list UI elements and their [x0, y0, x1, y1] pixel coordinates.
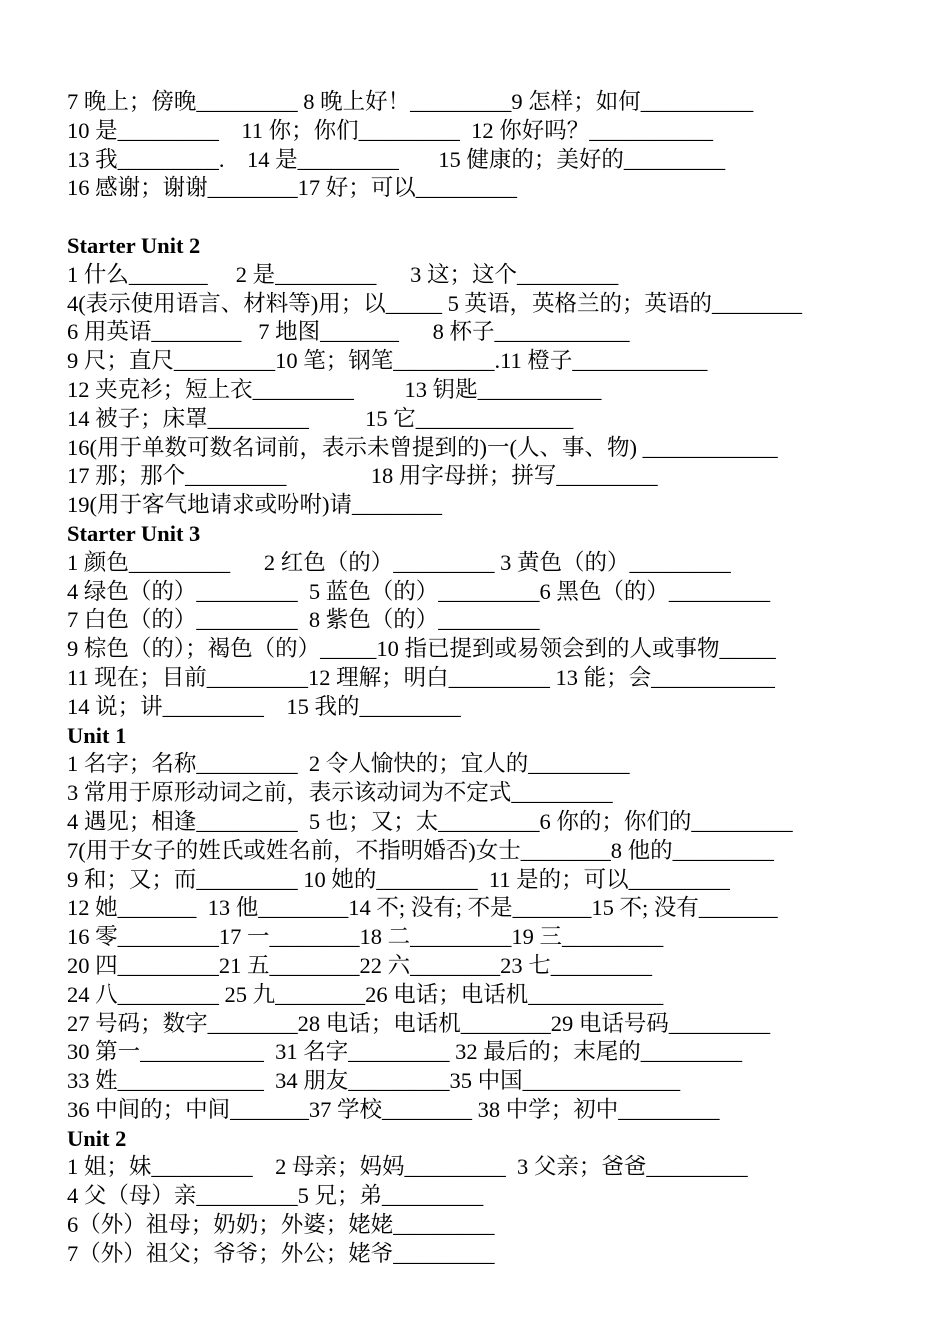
vocab-line: 7(用于女子的姓氏或姓名前，不指明婚否)女士________8 他的_________: [67, 837, 774, 863]
vocab-line: 9 和；又；而_________ 10 她的_________ 11 是的；可以_________: [67, 866, 730, 892]
vocab-line: 6（外）祖母；奶奶；外婆；姥姥_________: [67, 1212, 495, 1238]
intro-block: [67, 88, 890, 203]
vocab-line: 27 号码；数字________28 电话；电话机________29 电话号码_________: [67, 1010, 771, 1036]
vocab-line: 9 棕色（的）；褐色（的）_____10 指已提到或易领会到的人或事物_____: [67, 636, 776, 662]
vocab-line: 13 我_________. 14 是_________ 15 健康的；美好的_________: [67, 146, 726, 172]
section-unit-2: [67, 1125, 890, 1269]
vocab-line: 11 现在；目前_________12 理解；明白_________ 13 能；会___________: [67, 664, 775, 690]
vocab-line: 14 被子；床罩_________ 15 它______________: [67, 405, 574, 431]
vocab-line: 10 是_________ 11 你；你们_________ 12 你好吗？___________: [67, 117, 714, 143]
vocab-line: 1 姐；妹_________ 2 母亲；妈妈_________ 3 父亲；爸爸_________: [67, 1154, 748, 1180]
vocab-line: 14 说；讲_________ 15 我的_________: [67, 693, 461, 719]
vocab-line: 4 父（母）亲_________5 兄；弟_________: [67, 1183, 484, 1209]
spacer: [67, 203, 890, 232]
vocab-line: 12 夹克衫；短上衣_________ 13 钥匙___________: [67, 376, 602, 402]
section-starter-unit-3: [67, 520, 890, 722]
section-starter-unit-2: [67, 232, 890, 520]
vocab-line: 4(表示使用语言、材料等)用；以_____ 5 英语，英格兰的；英语的________: [67, 290, 802, 316]
vocab-line: 7 晚上；傍晚_________ 8 晚上好！_________9 怎样；如何__________: [67, 89, 754, 114]
vocab-line: 33 姓_____________ 34 朋友_________35 中国______________: [67, 1068, 681, 1094]
section-heading: Starter Unit 3: [67, 520, 201, 546]
section-heading: Unit 2: [67, 1125, 127, 1151]
vocab-line: 16 零_________17 一________18 二_________19 三_________: [67, 924, 664, 950]
vocab-line: 1 名字；名称_________ 2 令人愉快的；宜人的_________: [67, 751, 630, 777]
vocab-line: 30 第一___________ 31 名字_________ 32 最后的；末尾的_________: [67, 1039, 743, 1065]
vocab-line: 19(用于客气地请求或吩咐)请________: [67, 492, 442, 518]
vocab-line: 1 什么_______ 2 是_________ 3 这；这个_________: [67, 261, 619, 287]
vocab-line: 12 她_______ 13 他________14 不; 没有; 不是_______15 不; 没有_______: [67, 895, 778, 921]
section-heading: Starter Unit 2: [67, 232, 201, 258]
vocab-line: 3 常用于原形动词之前，表示该动词为不定式_________: [67, 780, 613, 806]
vocab-line: 1 颜色_________ 2 红色（的）_________ 3 黄色（的）_________: [67, 549, 731, 575]
vocab-line: 7 白色（的）_________ 8 紫色（的）_________: [67, 607, 540, 633]
section-heading: Unit 1: [67, 722, 127, 748]
vocab-line: 17 那；那个_________ 18 用字母拼；拼写_________: [67, 463, 658, 489]
vocab-line: 36 中间的；中间_______37 学校________ 38 中学；初中_________: [67, 1096, 720, 1122]
vocab-line: 4 遇见；相逢_________ 5 也；又；太_________6 你的；你们的_________: [67, 808, 793, 834]
vocab-line: 16 感谢；谢谢________17 好；可以_________: [67, 175, 518, 201]
vocab-line: 4 绿色（的）_________ 5 蓝色（的）_________6 黑色（的）_________: [67, 578, 771, 604]
vocab-line: 9 尺；直尺_________10 笔；钢笔_________.11 橙子____________: [67, 348, 708, 374]
section-unit-1: [67, 722, 890, 1125]
vocab-line: 6 用英语________ 7 地图_______ 8 杯子____________: [67, 319, 630, 345]
vocab-line: 7（外）祖父；爷爷；外公；姥爷_________: [67, 1240, 495, 1266]
vocab-line: 24 八_________ 25 九________26 电话；电话机____________: [67, 981, 664, 1007]
vocab-line: 20 四_________21 五________22 六________23 七_________: [67, 952, 653, 978]
vocab-line: 16(用于单数可数名词前，表示未曾提到的)一(人、事、物) ____________: [67, 434, 778, 460]
